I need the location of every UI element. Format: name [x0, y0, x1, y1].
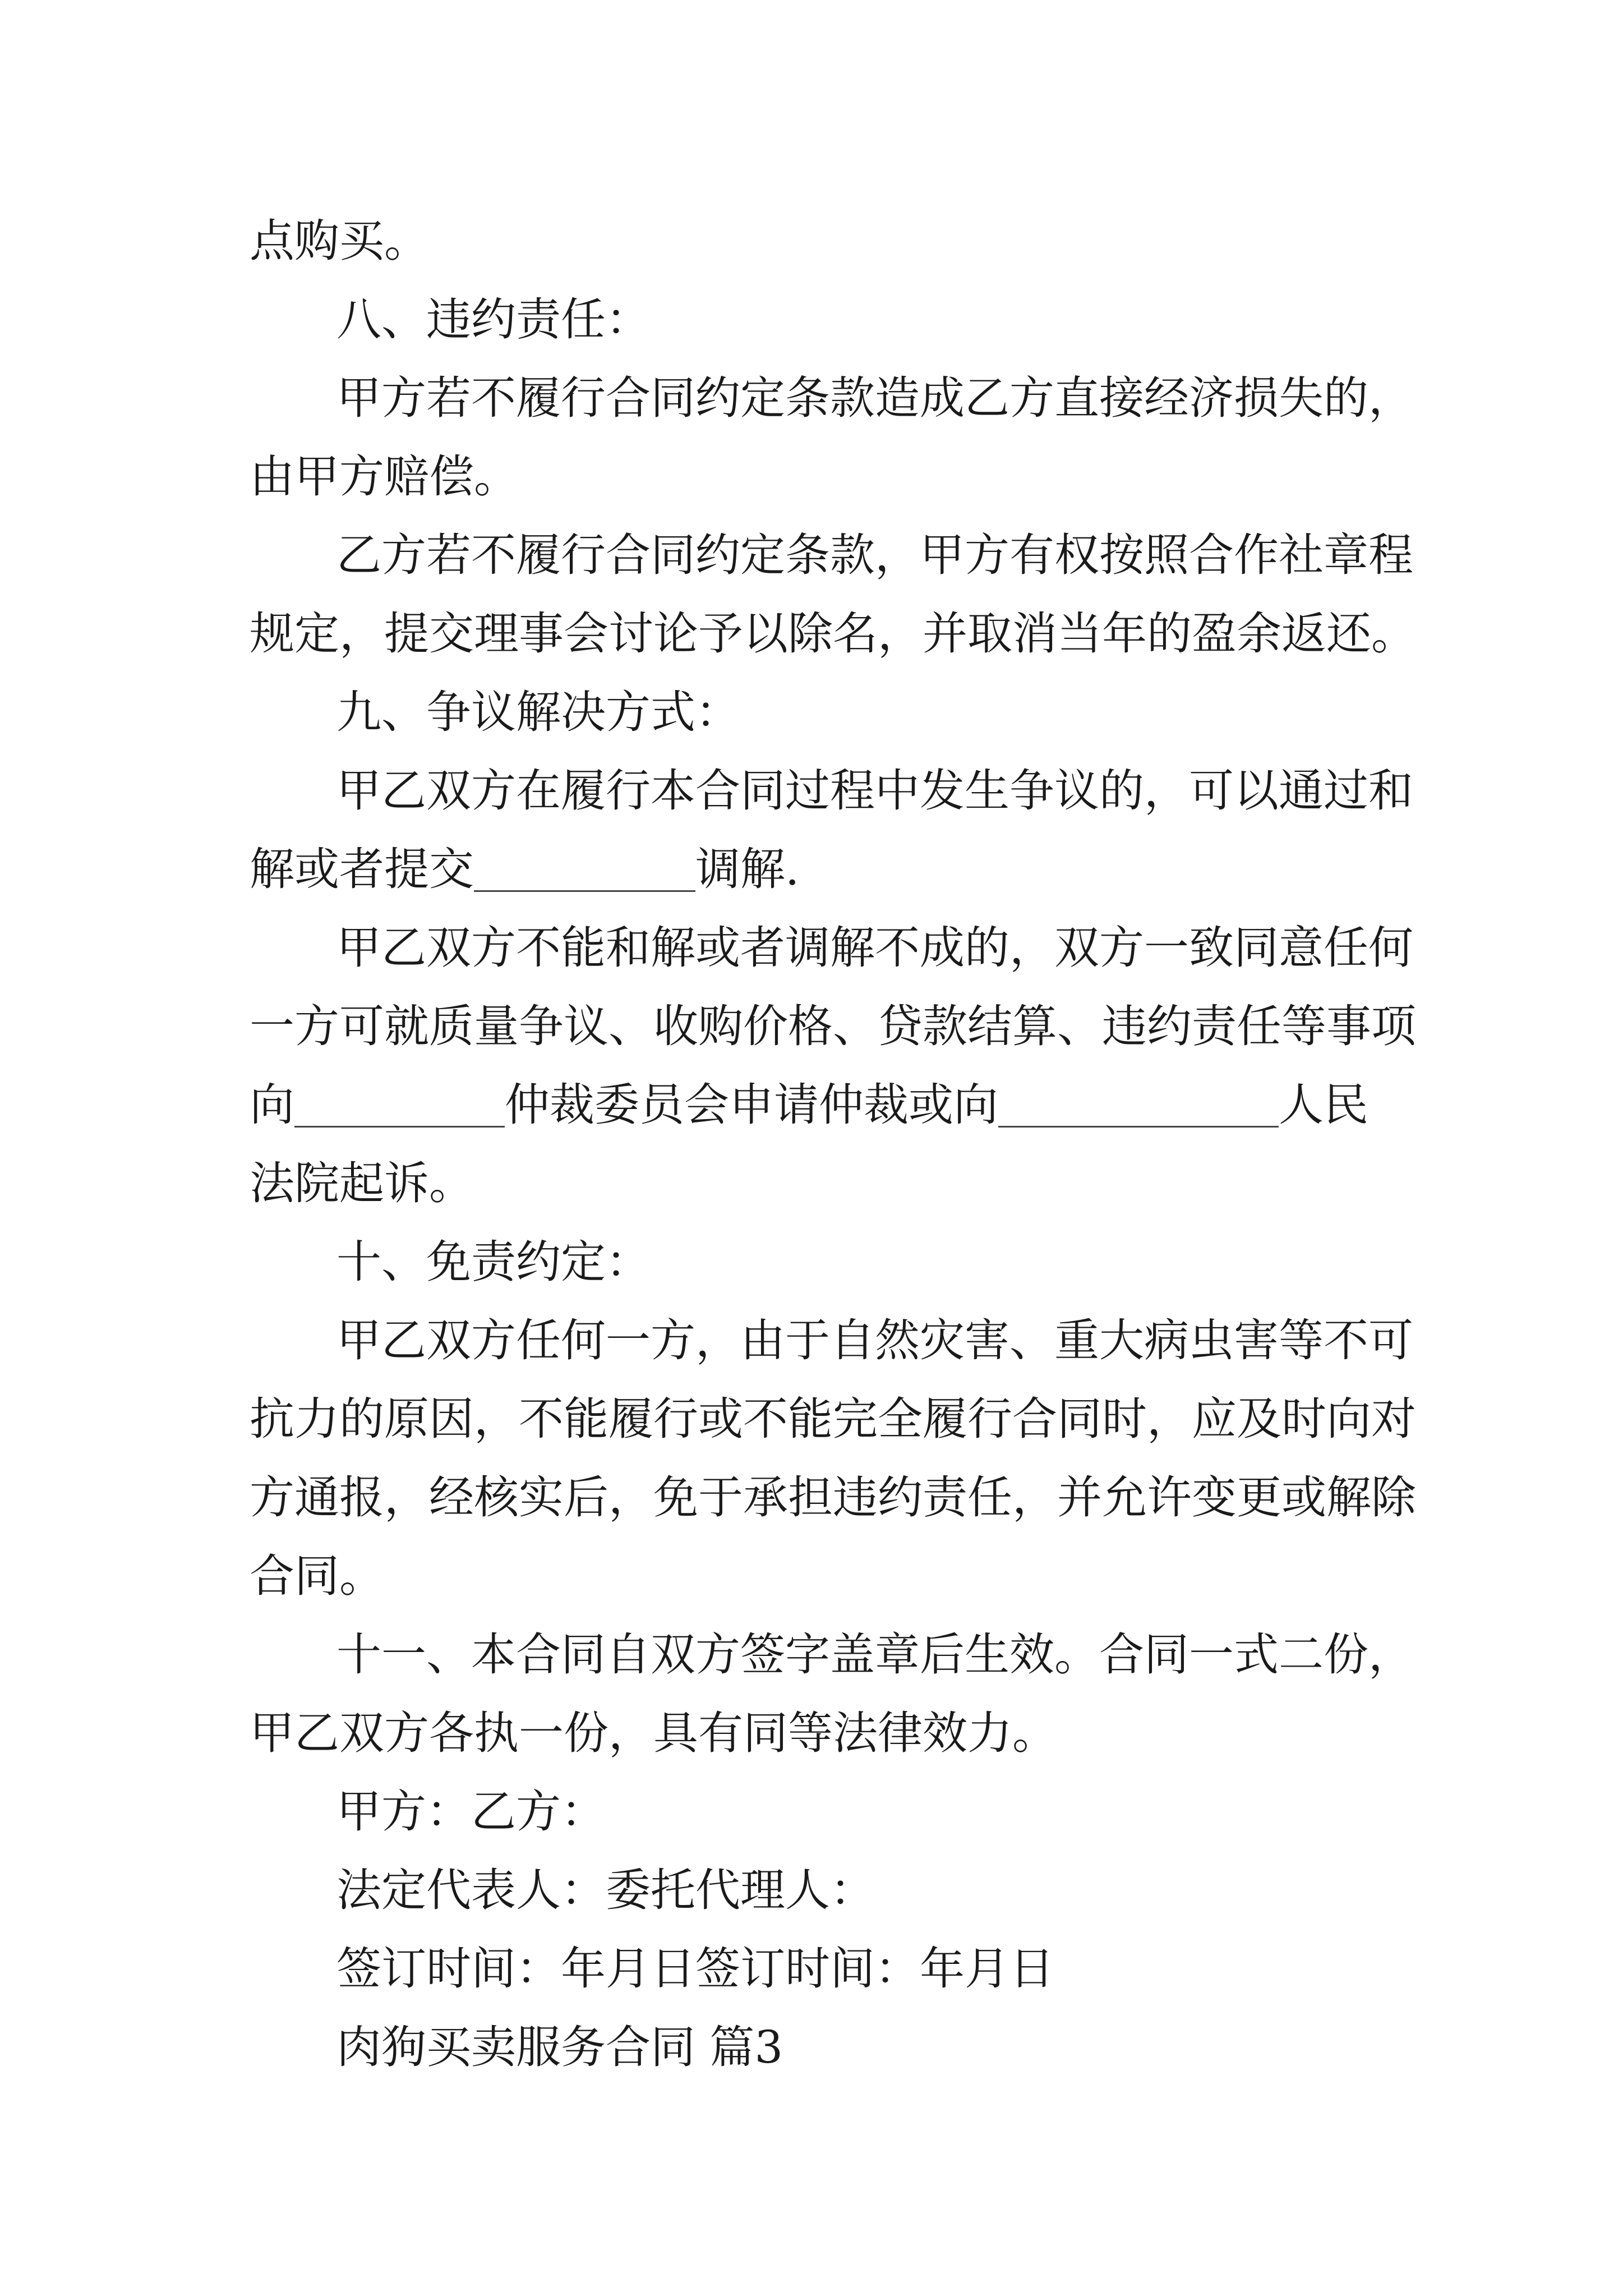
text-line: 甲乙双方各执一份，具有同等法律效力。 [250, 1707, 1057, 1759]
section-heading-dispute: 九、争议解决方式： [336, 686, 740, 738]
text-segment: 人民 [1279, 1079, 1368, 1131]
next-section-title: 肉狗买卖服务合同 篇3 [336, 2021, 783, 2073]
text-line: 合同。 [250, 1550, 384, 1602]
text-segment: 调解. [695, 843, 800, 895]
text-segment: 向 [250, 1079, 294, 1131]
text-segment: 解或者提交 [250, 843, 474, 895]
signature-dates: 签订时间：年月日签订时间：年月日 [336, 1943, 1054, 1995]
text-line: 甲方若不履行合同约定条款造成乙方直接经济损失的， [336, 372, 1413, 424]
text-line: 甲乙双方不能和解或者调解不成的，双方一致同意任何 [336, 922, 1413, 974]
fill-in-blank-arbitration [294, 1087, 505, 1128]
text-line [250, 1079, 1368, 1131]
text-line: 乙方若不履行合同约定条款，甲方有权按照合作社章程 [336, 529, 1413, 581]
text-line: 方通报，经核实后，免于承担违约责任，并允许变更或解除 [250, 1471, 1416, 1524]
fill-in-blank-court [998, 1087, 1279, 1128]
signature-representatives: 法定代表人：委托代理人： [336, 1864, 875, 1916]
text-line: 十一、本合同自双方签字盖章后生效。合同一式二份， [336, 1628, 1413, 1681]
text-segment: 仲裁委员会申请仲裁或向 [505, 1079, 998, 1131]
text-line: 点购买。 [250, 215, 429, 267]
text-line: 甲乙双方在履行本合同过程中发生争议的，可以通过和 [336, 765, 1413, 817]
text-line: 抗力的原因，不能履行或不能完全履行合同时，应及时向对 [250, 1393, 1416, 1445]
text-line: 一方可就质量争议、收购价格、贷款结算、违约责任等事项 [250, 1000, 1416, 1052]
text-line: 法院起诉。 [250, 1157, 474, 1209]
signature-parties: 甲方：乙方： [336, 1786, 606, 1838]
section-heading-liability: 八、违约责任： [336, 293, 651, 346]
text-line [250, 843, 800, 895]
text-line: 规定，提交理事会讨论予以除名，并取消当年的盈余返还。 [250, 608, 1416, 660]
text-line: 由甲方赔偿。 [250, 450, 519, 503]
fill-in-blank-mediator [474, 851, 695, 892]
text-line: 甲乙双方任何一方，由于自然灾害、重大病虫害等不可 [336, 1314, 1413, 1366]
section-heading-exemption: 十、免责约定： [336, 1236, 651, 1288]
